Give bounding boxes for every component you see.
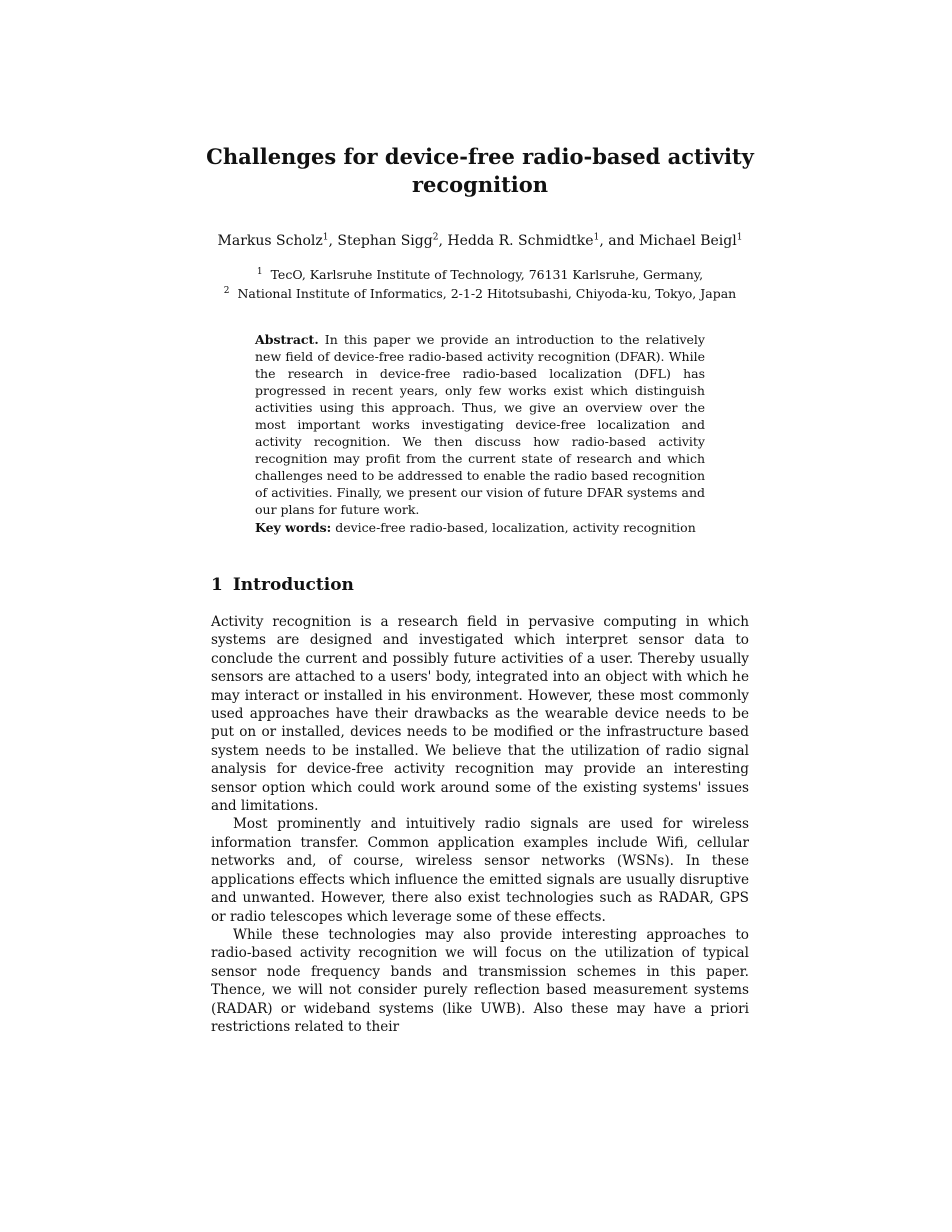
body-paragraph: While these technologies may also provide interesting approaches to radio-based activity recognition we will focus on the utilization of typical sensor node frequency bands and transmission schemes in this paper. Thence, we will not consider purely reflection based measurement systems (RADAR) or wideband systems (like UWB). Also these may have a priori restrictions related to their xyxy=(211,926,749,1035)
author: Markus Scholz$^1$, xyxy=(217,232,338,249)
keywords xyxy=(255,519,705,536)
body-paragraph: Most prominently and intuitively radio signals are used for wireless information transfer. Common application examples include Wifi, cellular networks and, of course, wireless sensor networks (WSNs). In these applications effects which influence the emitted signals are usually disruptive and unwanted. However, there also exist technologies such as RADAR, GPS or radio telescopes which leverage some of these effects. xyxy=(211,816,749,925)
author-list xyxy=(160,231,800,251)
paper-title: Challenges for device-free radio-based activity recognition xyxy=(206,144,754,197)
author: Michael Beigl$^1$ xyxy=(639,232,743,249)
author: Stephan Sigg$^2$, xyxy=(337,232,448,249)
section-title: Introduction xyxy=(232,575,354,595)
section-number: 1 xyxy=(211,575,223,595)
body-paragraph: Activity recognition is a research field in pervasive computing in which systems are designed and investigated which interpret sensor data to conclude the current and possibly future activities of a user. Thereby usually sensors are attached to a users' body, integrated into an object with which he may interact or installed in his environment. However, these most commonly used approaches have their drawbacks as the wearable device needs to be put on or installed, devices needs to be modified or the infrastructure based system needs to be installed. We believe that the utilization of radio signal analysis for device-free activity recognition may provide an interesting sensor option which could work around some of the existing systems' issues and limitations. xyxy=(211,614,749,815)
section-body xyxy=(211,613,749,1036)
abstract-label: Abstract. xyxy=(255,332,319,347)
abstract xyxy=(255,331,705,518)
abstract-text: In this paper we provide an introduction to the relatively new field of device-free radio-based activity recognition (DFAR). While the research in device-free radio-based localization (DFL) has progressed in recent years, only few works exist which distinguish activities using this approach. Thus, we give an overview over the most important works investigating device-free localization and activity recognition. We then discuss how radio-based activity recognition may profit from the current state of research and which challenges need to be addressed to enable the radio based recognition of activities. Finally, we present our vision of future DFAR systems and our plans for future work. xyxy=(255,332,705,517)
affiliation: $^2$ National Institute of Informatics, 2-1-2 Hitotsubashi, Chiyoda-ku, Tokyo, Japan xyxy=(223,285,737,301)
keywords-text: device-free radio-based, localization, activity recognition xyxy=(335,520,696,535)
section-heading xyxy=(211,573,354,597)
keywords-label: Key words: xyxy=(255,520,332,535)
affiliation: $^1$ TecO, Karlsruhe Institute of Technology, 76131 Karlsruhe, Germany, xyxy=(256,266,704,282)
author: Hedda R. Schmidtke$^1$, and xyxy=(447,232,639,249)
affiliation-list xyxy=(160,265,800,303)
